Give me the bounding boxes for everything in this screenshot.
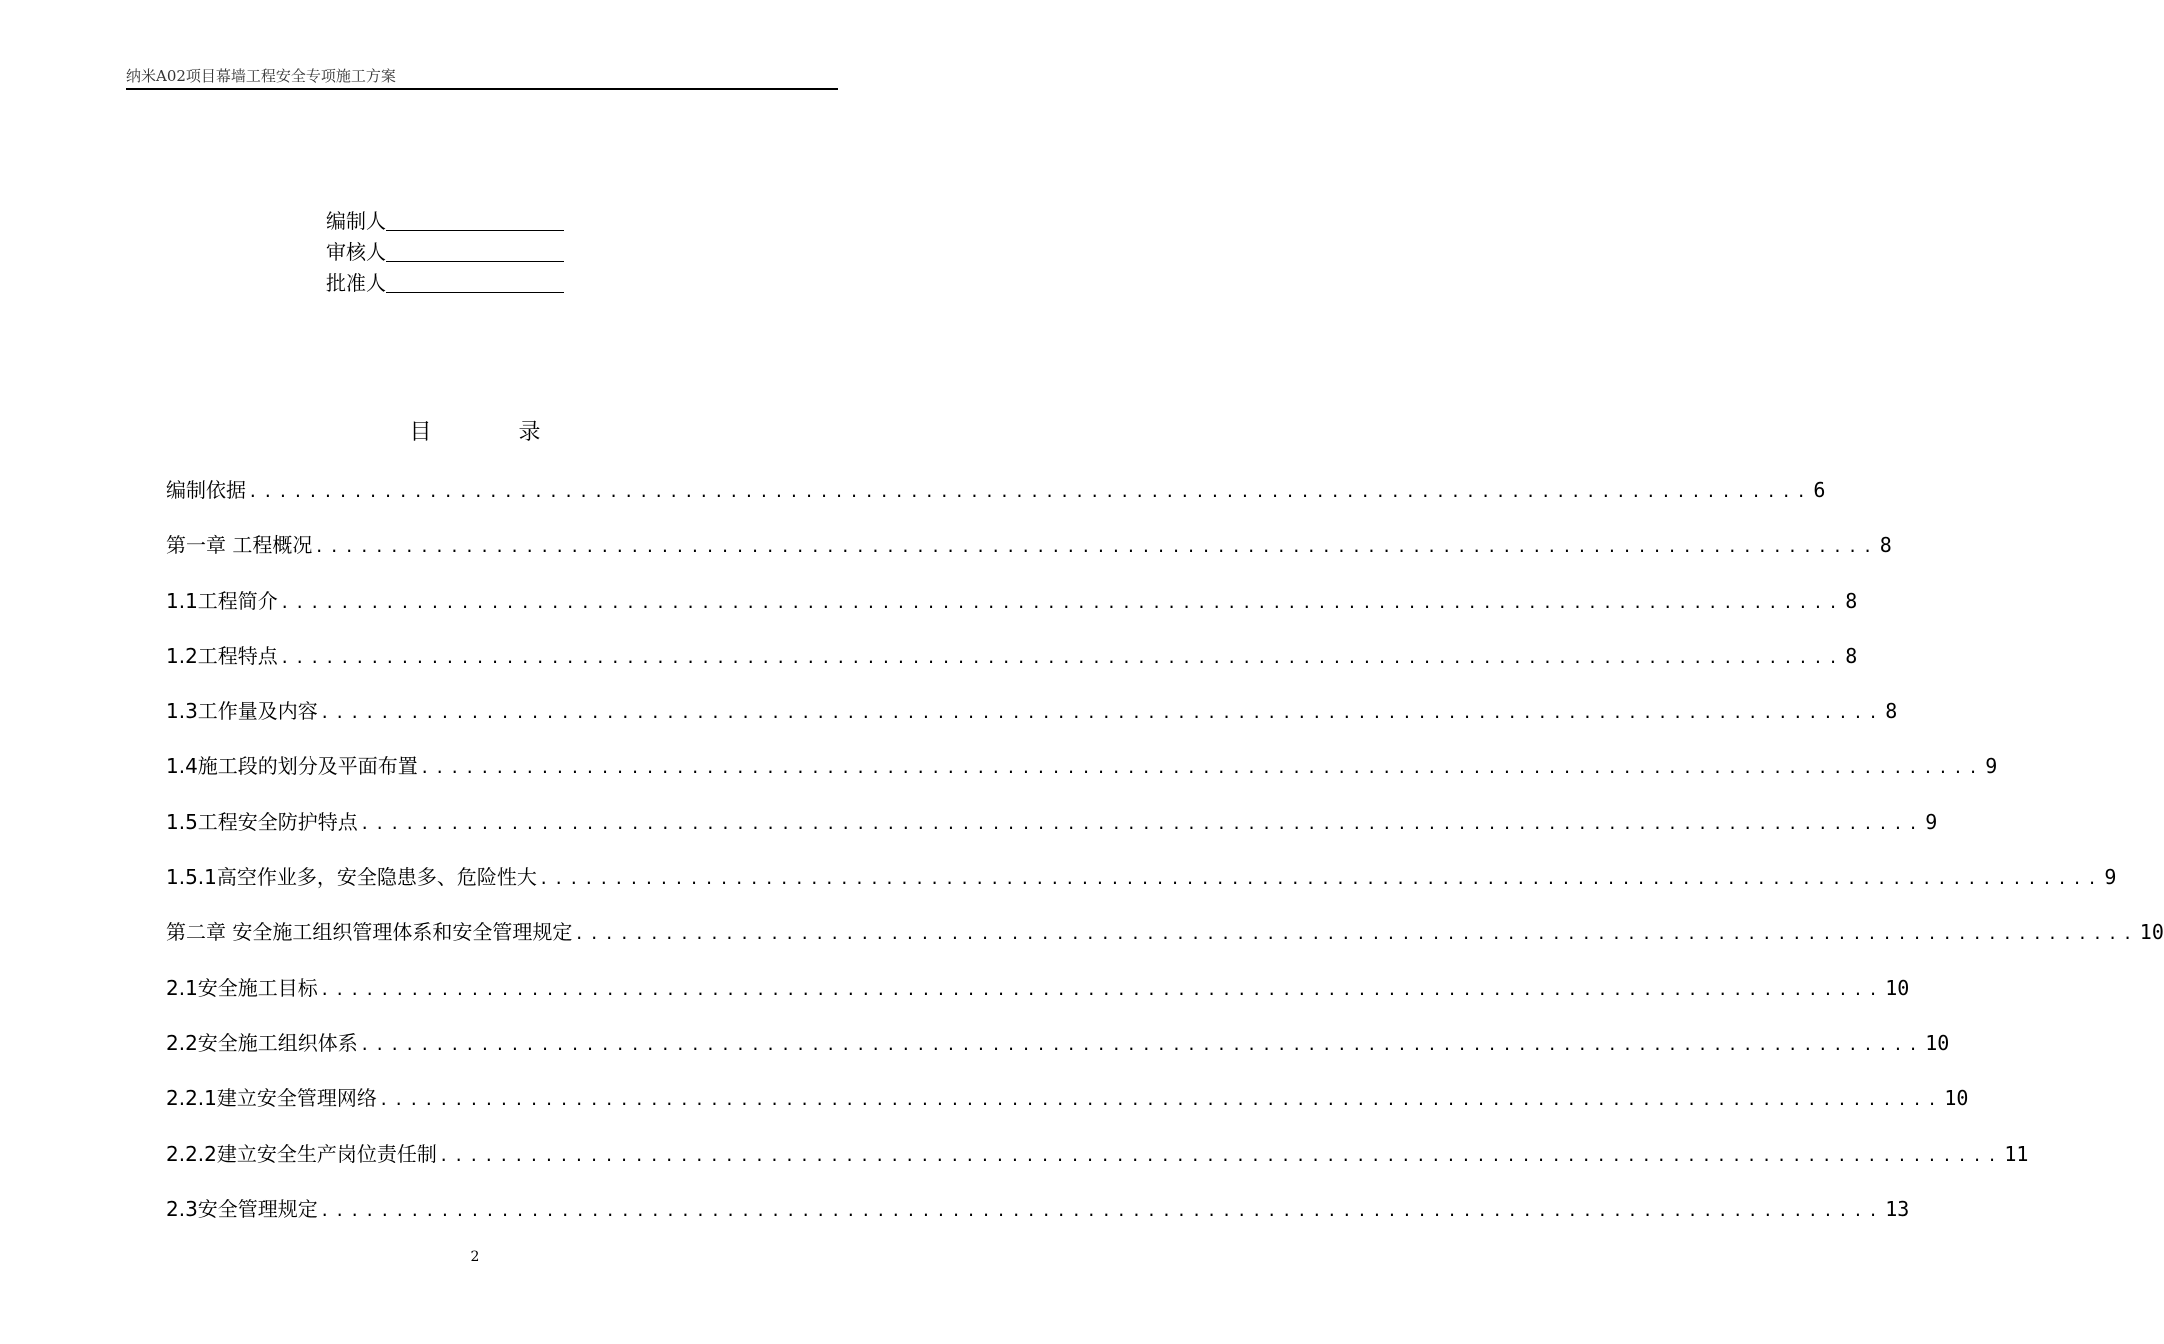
toc-title: 目 录 <box>409 420 581 445</box>
toc-entry[interactable] <box>166 1082 1969 1137</box>
toc-entry-text: 1.3工作量及内容 <box>166 699 318 724</box>
toc-page-number: 10 <box>1944 1086 1969 1111</box>
toc-dot-leader: ........................................................................................................ <box>438 1145 2003 1165</box>
toc-page-number: 8 <box>1845 643 1858 668</box>
toc-entry[interactable] <box>166 1193 1910 1248</box>
toc-page-number: 13 <box>1885 1196 1910 1221</box>
toc-entry-text: 编制依据 <box>166 478 246 502</box>
toc-entry[interactable] <box>166 916 2164 971</box>
toc-entry-text: 1.2工程特点 <box>166 643 278 668</box>
toc-entry[interactable] <box>166 1027 1950 1082</box>
toc-entry[interactable] <box>166 1138 2029 1193</box>
document-title: 纳米A02项目幕墙工程安全专项施工方案 <box>126 67 396 85</box>
toc-entry[interactable] <box>166 861 2117 916</box>
toc-entry[interactable] <box>166 474 1826 529</box>
toc-entry-text: 第二章 安全施工组织管理体系和安全管理规定 <box>166 920 573 945</box>
toc-page-number: 8 <box>1885 699 1898 724</box>
signoff-label: 批准人 <box>326 271 386 295</box>
toc-page-number: 11 <box>2004 1141 2029 1166</box>
toc-dot-leader: ........................................................................................................ <box>378 1090 1943 1110</box>
toc-dot-leader: ........................................................................................................ <box>279 647 1844 667</box>
toc-page-number: 9 <box>2104 865 2117 890</box>
toc-dot-leader: ........................................................................................................ <box>359 1034 1924 1054</box>
toc-entry[interactable] <box>166 972 1910 1027</box>
toc-page-number: 9 <box>1925 809 1938 834</box>
toc-dot-leader: ........................................................................................................ <box>538 869 2103 889</box>
toc-dot-leader: ........................................................................................................ <box>248 482 1812 501</box>
toc-entry-text: 1.5工程安全防护特点 <box>166 809 358 834</box>
signature-line <box>386 292 564 293</box>
toc-entry-text: 1.1工程简介 <box>166 588 278 613</box>
toc-entry[interactable] <box>166 640 1858 695</box>
toc-page-number: 10 <box>2139 920 2164 945</box>
toc-page-number: 10 <box>1925 1030 1950 1055</box>
toc-entry-text: 2.1安全施工目标 <box>166 975 318 1000</box>
page-header <box>126 66 838 90</box>
toc-entry[interactable] <box>166 529 1892 584</box>
toc-dot-leader: ........................................................................................................ <box>319 703 1884 723</box>
toc-entry[interactable] <box>166 806 1938 861</box>
table-of-contents <box>166 474 2164 1248</box>
toc-page-number: 8 <box>1845 588 1858 613</box>
toc-dot-leader: ........................................................................................................ <box>359 813 1924 833</box>
toc-entry[interactable] <box>166 695 1898 750</box>
toc-dot-leader: ........................................................................................................ <box>574 924 2138 944</box>
signoff-block <box>326 206 576 299</box>
signoff-label: 编制人 <box>326 209 386 233</box>
signoff-row-compiler <box>326 206 576 237</box>
toc-page-number: 10 <box>1885 975 1910 1000</box>
signoff-label: 审核人 <box>326 240 386 264</box>
toc-page-number: 6 <box>1813 478 1826 502</box>
toc-page-number: 8 <box>1879 533 1892 558</box>
toc-entry-text: 2.2.1建立安全管理网络 <box>166 1086 377 1111</box>
page-number: 2 <box>470 1249 480 1265</box>
toc-dot-leader: ........................................................................................................ <box>319 979 1884 999</box>
toc-entry-text: 1.4施工段的划分及平面布置 <box>166 754 418 779</box>
signoff-row-reviewer <box>326 237 576 268</box>
toc-entry-text: 2.2.2建立安全生产岗位责任制 <box>166 1141 437 1166</box>
toc-entry[interactable] <box>166 585 1858 640</box>
toc-entry-text: 2.2安全施工组织体系 <box>166 1030 358 1055</box>
toc-entry-text: 第一章 工程概况 <box>166 533 313 558</box>
toc-dot-leader: ........................................................................................................ <box>314 537 1878 557</box>
toc-dot-leader: ........................................................................................................ <box>319 1200 1884 1220</box>
toc-entry-text: 1.5.1高空作业多，安全隐患多、危险性大 <box>166 865 537 890</box>
signoff-row-approver <box>326 268 576 299</box>
toc-dot-leader: ........................................................................................................ <box>279 592 1844 612</box>
toc-page-number: 9 <box>1985 754 1998 779</box>
signature-line <box>386 230 564 231</box>
toc-dot-leader: ........................................................................................................ <box>419 758 1984 778</box>
toc-entry-text: 2.3安全管理规定 <box>166 1196 318 1221</box>
signature-line <box>386 261 564 262</box>
toc-entry[interactable] <box>166 750 1998 805</box>
